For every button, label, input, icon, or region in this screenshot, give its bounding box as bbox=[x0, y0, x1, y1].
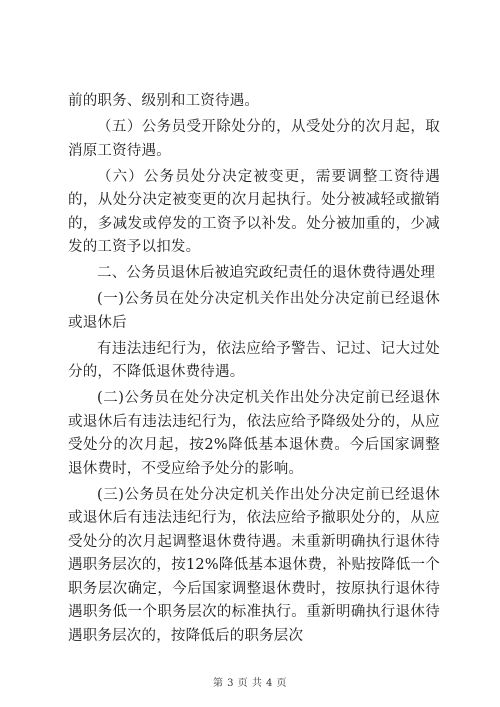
paragraph: (三)公务员在处分决定机关作出处分决定前已经退休或退休后有违法违纪行为，依法应给予撤职处分的，从应受处分的次月起调整退休费待遇。未重新明确执行退休待遇职务层次的，按12%降低基本退休费，补贴按降低一个职务层次确定，今后国家调整退休费时，按原执行退休待遇职务低一个职务层次的标准执行。重新明确执行退休待遇职务层次的，按降低后的职务层次 bbox=[68, 486, 440, 644]
page-footer: 第 3 页 共 4 页 bbox=[212, 678, 288, 689]
paragraph: 前的职务、级别和工资待遇。 bbox=[68, 93, 260, 109]
section-heading: 二、公务员退休后被追究政纪责任的退休费待遇处理 bbox=[97, 265, 436, 281]
document-body bbox=[68, 90, 440, 651]
paragraph: （六）公务员处分决定被变更，需要调整工资待遇的，从处分决定被变更的次月起执行。处分被减轻或撤销的，多减发或停发的工资予以补发。处分被加重的，少减发的工资予以扣发。 bbox=[68, 168, 440, 255]
paragraph: (一)公务员在处分决定机关作出处分决定前已经退休或退休后 bbox=[68, 291, 440, 331]
paragraph: （五）公务员受开除处分的，从受处分的次月起，取消原工资待遇。 bbox=[68, 119, 440, 159]
paragraph: (二)公务员在处分决定机关作出处分决定前已经退休或退休后有违法违纪行为，依法应给予降级处分的，从应受处分的次月起，按2%降低基本退休费。今后国家调整退休费时，不受应给予处分的影响。 bbox=[68, 390, 440, 477]
paragraph: 有违法违纪行为，依法应给予警告、记过、记大过处分的，不降低退休费待遇。 bbox=[68, 340, 440, 380]
